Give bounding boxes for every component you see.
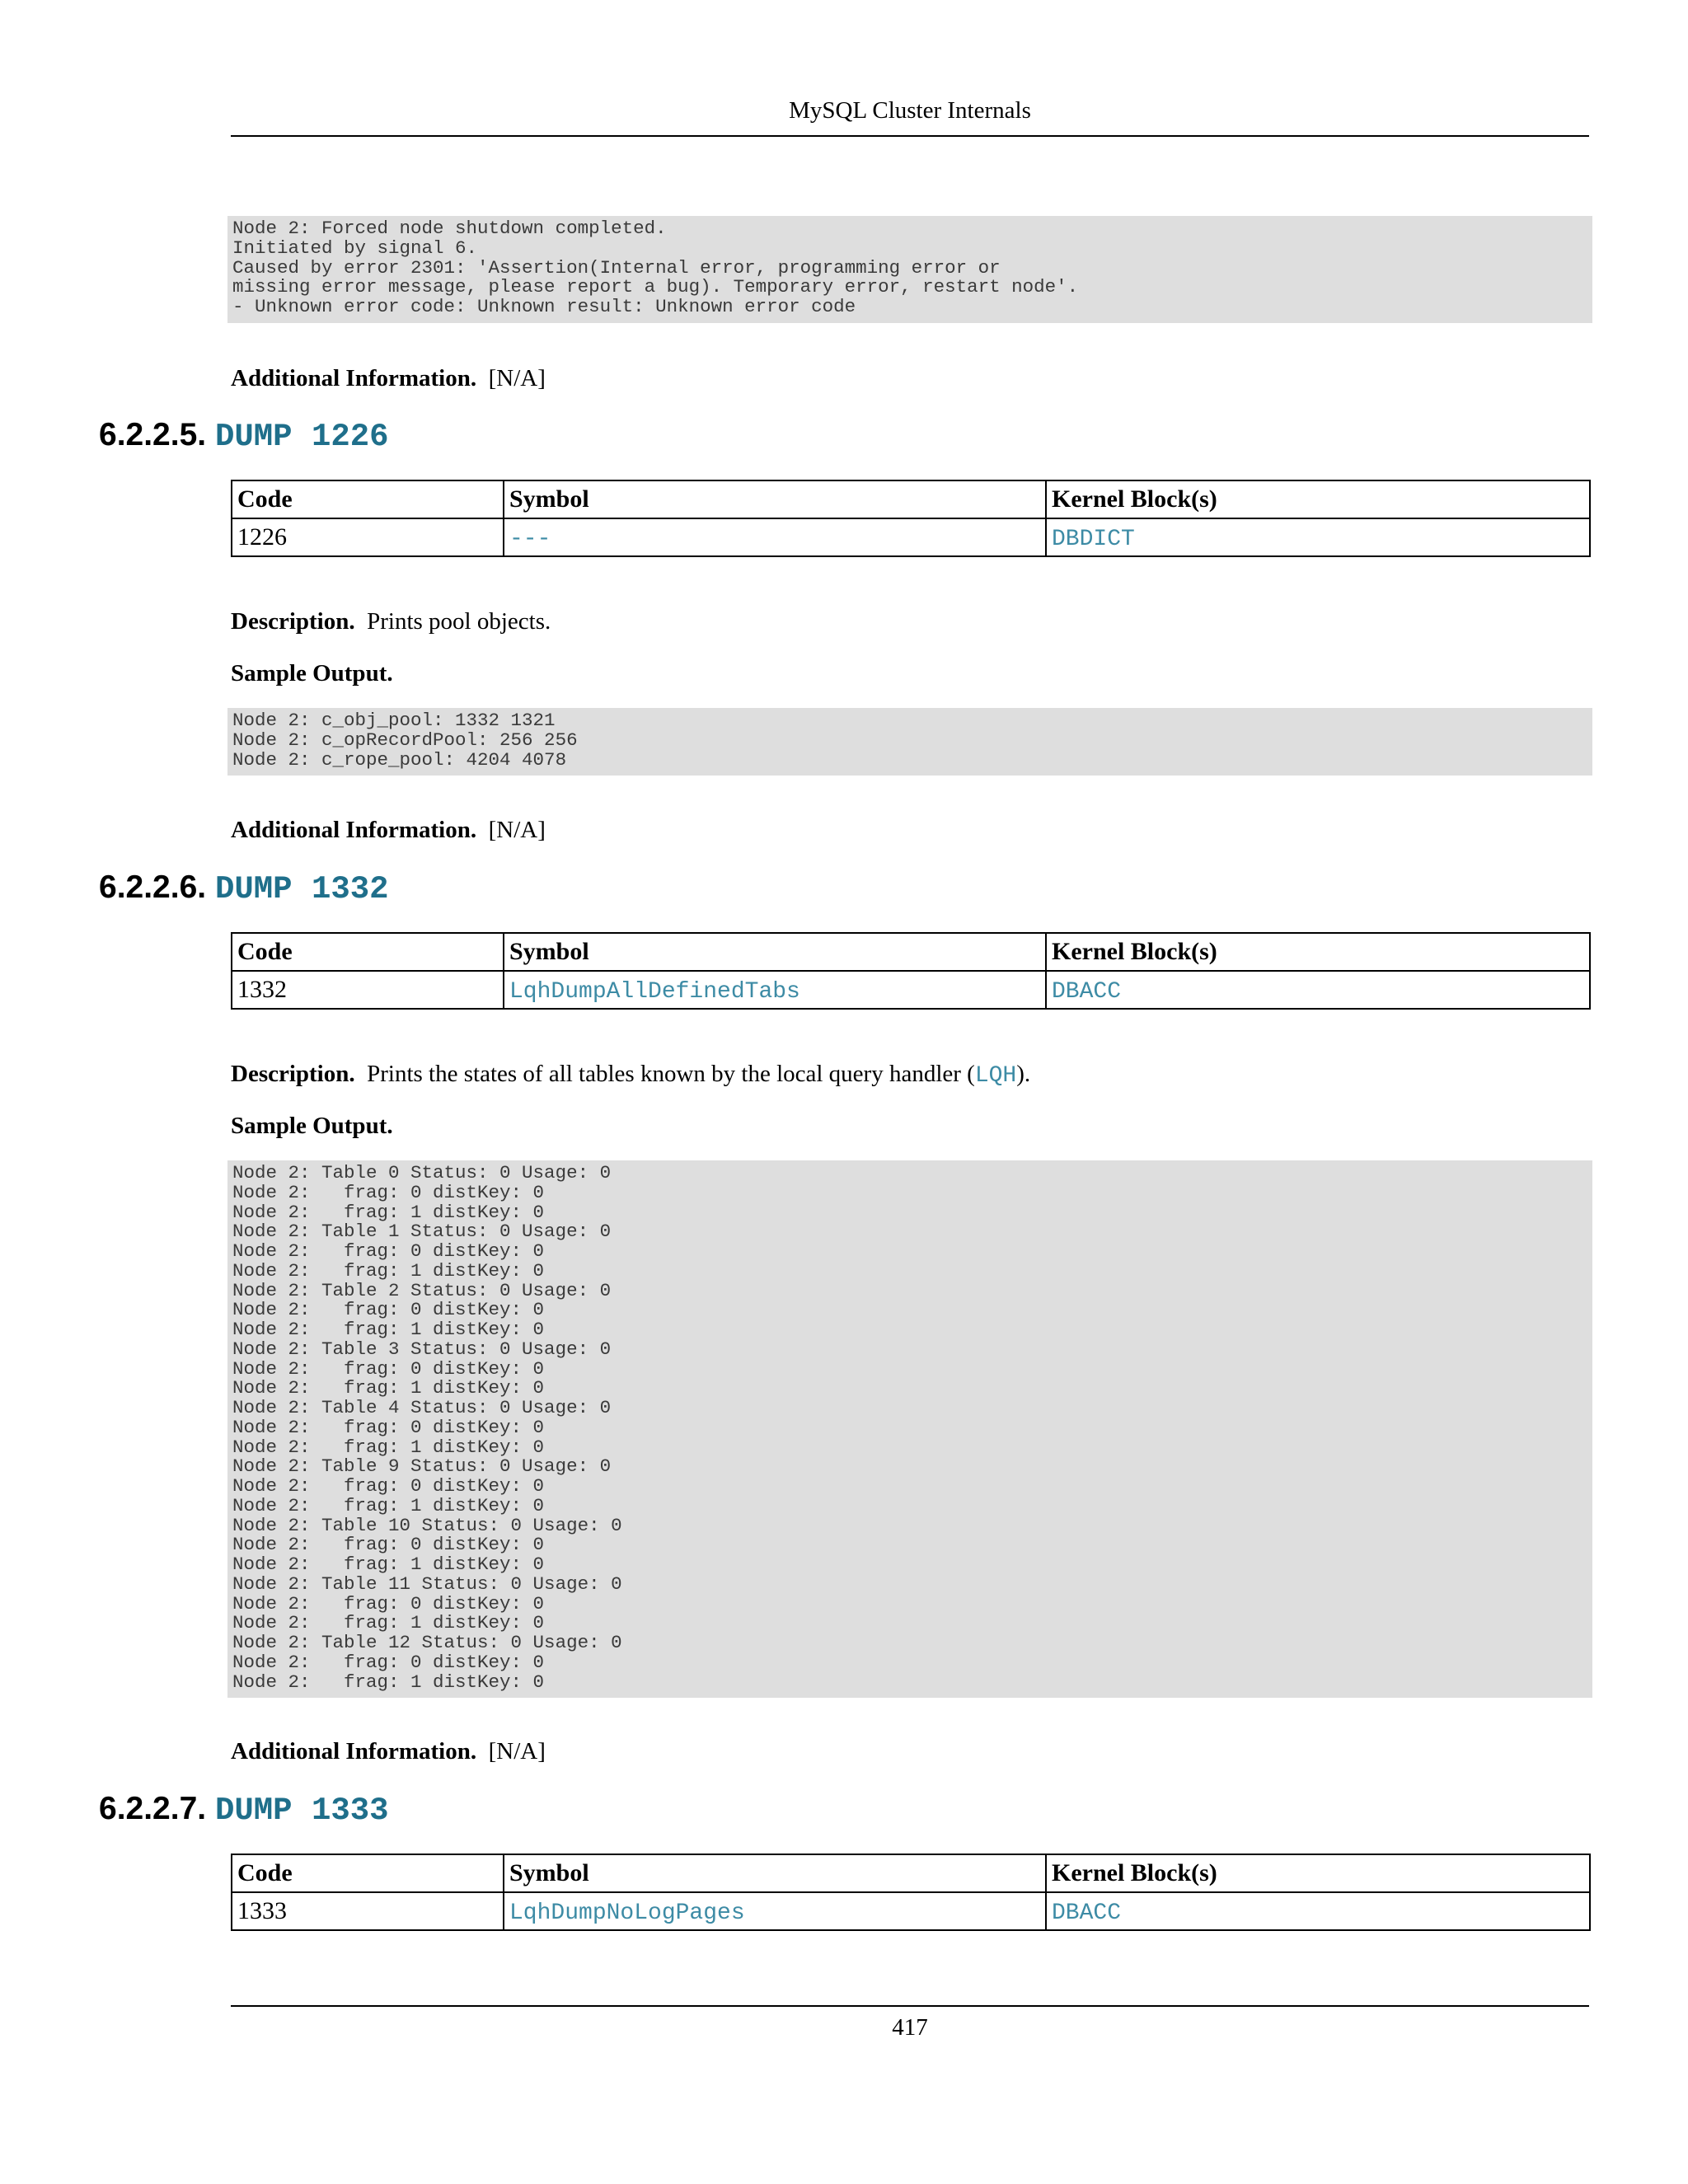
section-heading-dump-1332 — [99, 867, 389, 910]
code-block-forced-shutdown: Node 2: Forced node shutdown completed. Initiated by signal 6. Caused by error 2301: 'Assertion(Internal error, programming error or missing error message, please report a bug). Temporary error, restart node'. - Unknown error code: Unknown result: Unknown error code — [227, 216, 1592, 323]
page-number: 417 — [892, 2014, 928, 2041]
description-label: Description. — [231, 1061, 355, 1087]
cell-code: 1332 — [232, 971, 504, 1009]
section-title: DUMP 1226 — [214, 419, 389, 455]
sample-output-heading-1332 — [231, 1110, 1582, 1141]
description-paragraph-1332 — [231, 1058, 1582, 1092]
section-heading-dump-1226 — [99, 415, 389, 457]
symbol-link[interactable]: LqhDumpNoLogPages — [509, 1900, 745, 1926]
table-header-row — [232, 1854, 1590, 1892]
table-header-row — [232, 933, 1590, 971]
table-header-row — [232, 480, 1590, 518]
dump-1332-table — [231, 932, 1591, 1010]
kernel-block-link[interactable]: DBACC — [1052, 978, 1122, 1005]
sample-output-heading-1226 — [231, 658, 1582, 689]
description-text: Prints pool objects. — [367, 608, 551, 635]
dump-1333-table — [231, 1854, 1591, 1931]
header-code: Code — [232, 933, 504, 971]
cell-code: 1226 — [232, 518, 504, 556]
header-kernel-blocks: Kernel Block(s) — [1046, 933, 1590, 971]
description-text-end: ). — [1016, 1061, 1031, 1087]
symbol-link[interactable]: --- — [509, 526, 551, 552]
header-kernel-blocks: Kernel Block(s) — [1046, 1854, 1590, 1892]
code-block-dump-1226: Node 2: c_obj_pool: 1332 1321 Node 2: c_opRecordPool: 256 256 Node 2: c_rope_pool: 4204 4078 — [227, 708, 1592, 776]
header-code: Code — [232, 480, 504, 518]
additional-info-value: [N/A] — [488, 1738, 546, 1765]
additional-info-paragraph-2 — [231, 814, 1582, 846]
additional-info-value: [N/A] — [488, 365, 546, 391]
page-header-title: MySQL Cluster Internals — [789, 97, 1031, 124]
header-kernel-blocks: Kernel Block(s) — [1046, 480, 1590, 518]
kernel-block-link[interactable]: DBDICT — [1052, 526, 1135, 552]
description-text: Prints the states of all tables known by the local query handler ( — [367, 1061, 975, 1087]
header-rule — [231, 135, 1589, 137]
additional-info-value: [N/A] — [488, 817, 546, 843]
table-row — [232, 518, 1590, 556]
dump-1226-table — [231, 480, 1591, 557]
additional-info-label: Additional Information. — [231, 365, 477, 391]
section-number: 6.2.2.5. — [99, 417, 207, 452]
footer-rule — [231, 2005, 1589, 2007]
section-heading-dump-1333 — [99, 1788, 389, 1831]
additional-info-label: Additional Information. — [231, 1738, 477, 1765]
section-number: 6.2.2.7. — [99, 1791, 207, 1826]
section-number: 6.2.2.6. — [99, 869, 207, 905]
table-row — [232, 971, 1590, 1009]
section-title: DUMP 1333 — [214, 1793, 389, 1829]
section-title: DUMP 1332 — [214, 871, 389, 907]
kernel-block-link[interactable]: DBACC — [1052, 1900, 1122, 1926]
header-code: Code — [232, 1854, 504, 1892]
description-paragraph-1226 — [231, 606, 1582, 637]
additional-info-label: Additional Information. — [231, 817, 477, 843]
sample-output-label: Sample Output. — [231, 1113, 393, 1139]
symbol-link[interactable]: LqhDumpAllDefinedTabs — [509, 978, 800, 1005]
code-block-dump-1332: Node 2: Table 0 Status: 0 Usage: 0 Node 2: frag: 0 distKey: 0 Node 2: frag: 1 distKey: 0 Node 2: Table 1 Status: 0 Usage: 0 Node 2: frag: 0 distKey: 0 Node 2: frag: 1 distKey: 0 Node 2: Table 2 Status: 0 Usage: 0 Node 2: frag: 0 distKey: 0 Node 2: frag: 1 distKey: 0 Node 2: Table 3 Status: 0 Usage: 0 Node 2: frag: 0 distKey: 0 Node 2: frag: 1 distKey: 0 Node 2: Table 4 Status: 0 Usage: 0 Node 2: frag: 0 distKey: 0 Node 2: frag: 1 distKey: 0 Node 2: Table 9 Status: 0 Usage: 0 Node 2: frag: 0 distKey: 0 Node 2: frag: 1 distKey: 0 Node 2: Table 10 Status: 0 Usage: 0 Node 2: frag: 0 distKey: 0 Node 2: frag: 1 distKey: 0 Node 2: Table 11 Status: 0 Usage: 0 Node 2: frag: 0 distKey: 0 Node 2: frag: 1 distKey: 0 Node 2: Table 12 Status: 0 Usage: 0 Node 2: frag: 0 distKey: 0 Node 2: frag: 1 distKey: 0 — [227, 1160, 1592, 1698]
header-symbol: Symbol — [504, 480, 1046, 518]
additional-info-paragraph-3 — [231, 1736, 1582, 1767]
sample-output-label: Sample Output. — [231, 660, 393, 687]
lqh-link[interactable]: LQH — [974, 1063, 1017, 1089]
cell-code: 1333 — [232, 1892, 504, 1930]
table-row — [232, 1892, 1590, 1930]
additional-info-paragraph-1 — [231, 363, 1582, 394]
description-label: Description. — [231, 608, 355, 635]
header-symbol: Symbol — [504, 933, 1046, 971]
header-symbol: Symbol — [504, 1854, 1046, 1892]
